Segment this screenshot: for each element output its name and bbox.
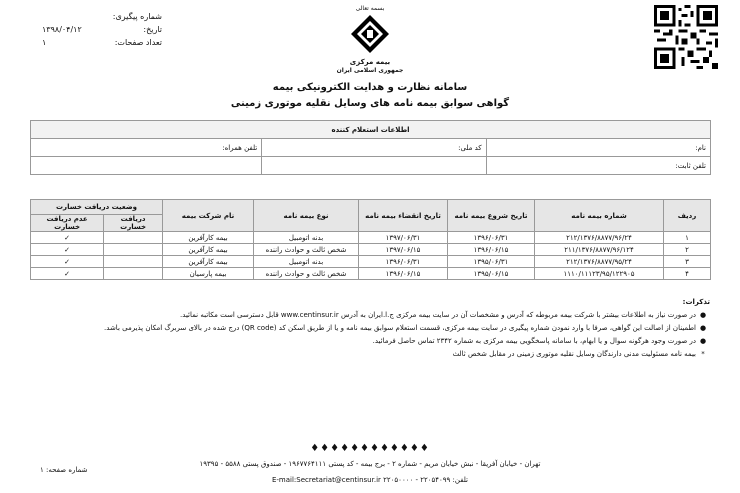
notes-title: تذکرات: [682, 298, 710, 306]
note-item [50, 309, 710, 322]
end-date: ۱۳۹۷/۰۶/۱۵ [359, 244, 448, 256]
central-insurance-logo [332, 14, 408, 76]
company-name: بیمه پارسیان [163, 268, 254, 280]
no-claim-mark: ✓ [31, 256, 104, 268]
col-company: نام شرکت بیمه [163, 200, 254, 232]
policy-type: بدنه اتومبیل [254, 256, 359, 268]
row-index: ۳ [664, 256, 711, 268]
asterisk-icon: * [701, 350, 705, 358]
pages-label: تعداد صفحات: [114, 38, 162, 47]
table-row [31, 244, 711, 256]
claim-mark [104, 232, 163, 244]
requester-section-title: اطلاعات استعلام کننده [31, 121, 711, 139]
page-value: ۱ [40, 466, 44, 474]
qr-code [654, 5, 718, 69]
logo-line1: بیمه مرکزی [349, 58, 391, 66]
row-index: ۴ [664, 268, 711, 280]
start-date: ۱۳۹۵/۰۶/۱۵ [448, 268, 535, 280]
notes-section [50, 296, 710, 361]
empty-cell [262, 157, 486, 175]
note-text: بیمه نامه مسئولیت مدنی دارندگان وسایل نقلیه موتوری زمینی در مقابل شخص ثالث [452, 350, 696, 358]
no-claim-mark: ✓ [31, 232, 104, 244]
footer-contact: تلفن: ۲۲۰۵۴۰۹۹ - ۲۲۰۵۰۰۰۰ E-mail:Secretariat@centinsur.ir [271, 476, 468, 484]
no-claim-mark: ✓ [31, 244, 104, 256]
company-name: بیمه کارآفرین [163, 232, 254, 244]
emblem-icon [350, 14, 390, 54]
note-text: اطمینان از اصالت این گواهی، صرفا با وارد نمودن شماره پیگیری در سایت بیمه مرکزی، قسمت استعلام سوابق بیمه نامه و یا از طریق اسکن کد (QR code) درج شده در بالای سربرگ امکان پذیرمی باشد. [104, 324, 696, 332]
start-date: ۱۳۹۶/۰۶/۱۵ [448, 244, 535, 256]
table-row [31, 256, 711, 268]
policy-type: شخص ثالث و حوادث راننده [254, 268, 359, 280]
policy-type: شخص ثالث و حوادث راننده [254, 244, 359, 256]
end-date: ۱۳۹۶/۰۶/۱۵ [359, 268, 448, 280]
footer-address: تهران - خیابان آفریقا - نبش خیابان مریم - شماره ۲ - برج بیمه - کد پستی ۱۹۶۷۷۶۴۱۱۱ - صندوق پستی ۵۵۸۸ - ۱۹۳۹۵ [199, 460, 541, 468]
policy-number: ۲۱۲/۱۳۷۶/۸۸۷۷/۹۶/۲۴ [535, 232, 664, 244]
bullet-icon: ● [699, 337, 707, 345]
start-date: ۱۳۹۵/۰۶/۳۱ [448, 256, 535, 268]
certificate-title: گواهی سوابق بیمه نامه های وسایل نقلیه موتوری زمینی [230, 98, 510, 109]
table-row [31, 232, 711, 244]
document-meta [42, 10, 162, 49]
col-no-claim: عدم دریافت خسارت [31, 215, 104, 232]
end-date: ۱۳۹۷/۰۶/۳۱ [359, 232, 448, 244]
date-label: تاریخ: [143, 25, 162, 34]
tracking-label: شماره پیگیری: [112, 12, 162, 21]
col-end-date: تاریخ انقضاء بیمه نامه [359, 200, 448, 232]
col-index: ردیف [664, 200, 711, 232]
bismillah-text: بسمه تعالی [355, 5, 385, 12]
end-date: ۱۳۹۶/۰۶/۳۱ [359, 256, 448, 268]
policy-number: ۲۱۲/۱۳۷۶/۸۸۷۷/۹۵/۲۴ [535, 256, 664, 268]
col-policy-type: نوع بیمه نامه [254, 200, 359, 232]
policy-history-table [30, 199, 711, 280]
page-number [40, 466, 87, 474]
claim-status-group: وضعیت دریافت خسارت [31, 200, 163, 215]
note-item [50, 335, 710, 348]
no-claim-mark: ✓ [31, 268, 104, 280]
note-text: در صورت نیاز به اطلاعات بیشتر با شرکت بیمه مربوطه که آدرس و مشخصات آن در سایت بیمه مرکزی ج.ا.ایران به آدرس www.centinsur.ir قابل دسترسی است مکاتبه نمائید. [180, 311, 696, 319]
mobile-label: تلفن همراه: [31, 139, 262, 157]
note-text: در صورت وجود هرگونه سوال و یا ابهام، با سامانه پاسخگویی بیمه مرکزی به شماره ۲۳۴۲ تماس حاصل فرمائید. [372, 337, 696, 345]
row-index: ۲ [664, 244, 711, 256]
table-row [31, 268, 711, 280]
claim-mark [104, 244, 163, 256]
policy-type: بدنه اتومبیل [254, 232, 359, 244]
footer-divider: ♦♦♦♦♦♦♦♦♦♦♦♦ [310, 443, 430, 454]
name-label: نام: [486, 139, 710, 157]
row-index: ۱ [664, 232, 711, 244]
system-title: سامانه نظارت و هدایت الکترونیکی بیمه [272, 82, 468, 93]
page-label: شماره صفحه: [46, 466, 88, 474]
company-name: بیمه کارآفرین [163, 256, 254, 268]
national-code-label: کد ملی: [262, 139, 486, 157]
pages-value: ۱ [42, 38, 47, 47]
policy-number: ۱۱۱۰/۱۱۱۲۳/۹۵/۱۲۲۹۰۵ [535, 268, 664, 280]
note-item [50, 348, 710, 361]
col-policy-number: شماره بیمه نامه [535, 200, 664, 232]
company-name: بیمه کارآفرین [163, 244, 254, 256]
policy-number: ۲۱۱/۱۳۷۶/۸۸۷۷/۹۶/۱۲۴ [535, 244, 664, 256]
claim-mark [104, 268, 163, 280]
empty-cell [31, 157, 262, 175]
bullet-icon: ● [699, 324, 707, 332]
requester-info-table [30, 120, 711, 175]
bullet-icon: ● [699, 311, 707, 319]
col-start-date: تاریخ شروع بیمه نامه [448, 200, 535, 232]
claim-mark [104, 256, 163, 268]
start-date: ۱۳۹۶/۰۶/۳۱ [448, 232, 535, 244]
logo-line2: جمهوری اسلامی ایران [336, 67, 404, 74]
col-claim: دریافت خسارت [104, 215, 163, 232]
phone-label: تلفن ثابت: [486, 157, 710, 175]
note-item [50, 322, 710, 335]
date-value: ۱۳۹۸/۰۴/۱۲ [42, 25, 82, 34]
